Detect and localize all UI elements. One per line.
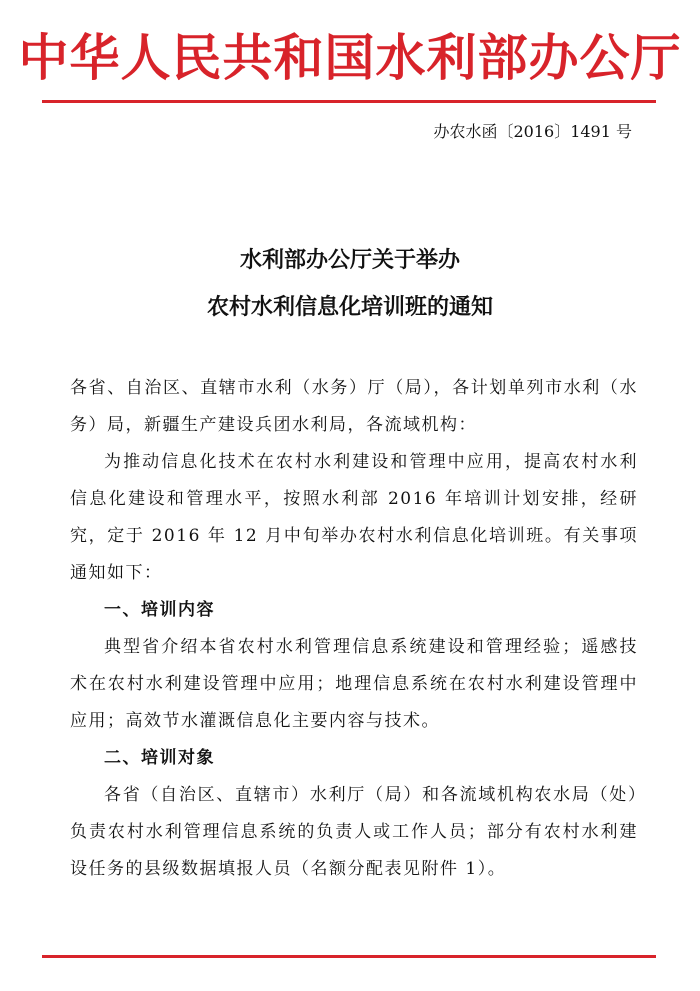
intro-paragraph: 为推动信息化技术在农村水利建设和管理中应用，提高农村水利信息化建设和管理水平，按照水利部 2016 年培训计划安排，经研究，定于 2016 年 12 月中旬举办农村水利信息化培训班。有关事项通知如下： — [70, 452, 638, 583]
red-divider-top — [42, 100, 656, 103]
section-text-training-content: 典型省介绍本省农村水利管理信息系统建设和管理经验；遥感技术在农村水利建设管理中应用；地理信息系统在农村水利建设管理中应用；高效节水灌溉信息化主要内容与技术。 — [70, 637, 638, 731]
section-text-training-audience: 各省（自治区、直辖市）水利厅（局）和各流域机构农水局（处）负责农村水利管理信息系统的负责人或工作人员；部分有农村水利建设任务的县级数据填报人员（名额分配表见附件 1）。 — [70, 785, 638, 879]
document-number: 办农水函〔2016〕1491 号 — [433, 122, 632, 141]
notice-title-line-1: 水利部办公厅关于举办 — [239, 248, 460, 273]
agency-masthead: 中华人民共和国水利部办公厅 — [18, 29, 682, 87]
red-divider-bottom — [42, 955, 656, 958]
notice-title-line-2: 农村水利信息化培训班的通知 — [206, 295, 493, 320]
section-heading-training-content: 一、培训内容 — [104, 600, 215, 620]
salutation: 各省、自治区、直辖市水利（水务）厅（局），各计划单列市水利（水务）局，新疆生产建设兵团水利局，各流域机构： — [70, 378, 638, 435]
section-heading-training-audience: 二、培训对象 — [104, 748, 215, 768]
notice-body — [70, 370, 638, 888]
